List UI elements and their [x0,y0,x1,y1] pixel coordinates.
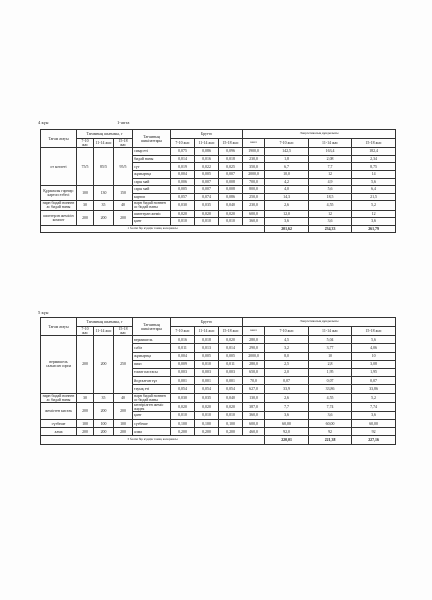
portion-age-header: 11-14 жас [94,327,114,336]
brutto-value: 0,018 [195,336,219,344]
brutto-age-header: 15-18 жас [219,327,243,336]
energy-value: 5,04 [309,336,352,344]
energy-value: 1,95 [309,368,352,376]
table-row [41,420,396,428]
brutto-value: 0,020 [219,402,243,411]
brutto-value: 0,020 [171,402,195,411]
dish-portion: 100 [77,420,94,428]
brutto-value: 0,013 [195,344,219,352]
day4-menu-table [40,129,396,233]
energy-value: 7,7 [265,402,309,411]
energy-value: 6,4 [352,186,396,194]
brutto-value: 0,100 [195,420,219,428]
brutto-value: 0,014 [171,155,195,163]
total-value: 201,62 [265,225,309,233]
energy-per-kg: 290,0 [243,344,265,352]
energy-value: 5,6 [309,186,352,194]
energy-value: 3,6 [265,218,309,226]
energy-value: 4,5 [265,336,309,344]
dish-portion: 100 [114,420,133,428]
energy-value: 8,0 [265,352,309,360]
day4-label: 4 күн [38,120,49,125]
dish-portion: 130 [94,186,114,201]
energy-per-kg: 280,0 [243,336,265,344]
col-brutto-header: Брутто [171,130,243,139]
energy-value: 3,77 [309,344,352,352]
energy-value: 92,0 [265,428,309,436]
ingredient-name: бидай наны [133,155,171,163]
brutto-value: 0,200 [219,428,243,436]
energy-value: 0,07 [309,377,352,385]
dish-portion: 200 [94,402,114,419]
dish-portion: 200 [114,428,133,436]
energy-value: 92 [352,428,396,436]
energy-value: 21,5 [352,193,396,201]
table-row [41,148,396,156]
brutto-value: 0,030 [171,393,195,402]
day5-menu-table [40,317,396,445]
total-value: 261,79 [352,225,396,233]
energy-value: 5,6 [352,178,396,186]
brutto-value: 0,014 [219,344,243,352]
brutto-value: 0,006 [171,178,195,186]
portion-age-header: 7-10 жас [77,327,94,336]
brutto-value: 0,010 [195,360,219,368]
brutto-value: 0,005 [195,170,219,178]
energy-value: 6,7 [265,163,309,171]
brutto-value: 0,003 [171,368,195,376]
energy-value: 2,08 [309,155,352,163]
brutto-value: 0,200 [171,428,195,436]
header-row [41,318,396,327]
brutto-value: 0,011 [219,360,243,368]
dish-name: алма [41,428,77,436]
brutto-value: 0,054 [219,385,243,393]
brutto-value: 0,011 [171,344,195,352]
brutto-age-header: 7-10 жас [171,327,195,336]
energy-value: 2,0 [265,368,309,376]
dish-name: вермишель сальисан сорпа [41,336,77,393]
brutto-age-header: 11-14 жас [195,327,219,336]
dish-portion: 35 [94,393,114,402]
ingredient-name: сүт [133,163,171,171]
energy-value: 60,00 [265,420,309,428]
ingredient-name: алма [133,428,171,436]
brutto-value: 0,008 [219,178,243,186]
brutto-value: 0,054 [171,385,195,393]
energy-per-kg: 230,0 [243,155,265,163]
col-energy-header: Энергетикалық құндылығы [243,318,396,327]
energy-value: 12,0 [265,210,309,218]
brutto-value: 0,020 [195,210,219,218]
energy-value: 163,4 [309,148,352,156]
col-energy-header: Энергетикалық құндылығы [243,130,396,139]
dish-portion: 200 [94,336,114,393]
brutto-value: 0,003 [219,368,243,376]
energy-value: 4,0 [265,186,309,194]
energy-value: 8,75 [352,163,396,171]
energy-per-kg: 230,0 [243,201,265,210]
energy-value: 3,6 [265,411,309,419]
energy-value: 4,55 [309,393,352,402]
energy-per-kg: 2000,0 [243,352,265,360]
ingredient-name: сәбіз [133,344,171,352]
energy-value: 12 [309,170,352,178]
day4-week-label: 1-апта [117,120,130,125]
energy-per-kg: 387,0 [243,402,265,411]
ingredient-name: пияз [133,360,171,368]
dish-portion: 75/5 [77,148,94,186]
brutto-value: 0,016 [195,155,219,163]
energy-per-kg: 800,0 [243,186,265,194]
ingredient-name: жұмыртқа [133,170,171,178]
energy-per-kg: 650,0 [243,368,265,376]
ingredient-name: жұмыртқа [133,352,171,360]
energy-value: 3,6 [309,218,352,226]
energy-value: 33,9 [265,385,309,393]
portion-age-header: 15-18 жас [114,139,133,148]
dish-portion: 200 [77,428,94,436]
brutto-value: 0,025 [219,163,243,171]
total-row [41,225,396,233]
brutto-value: 0,086 [219,193,243,201]
brutto-value: 0,019 [171,163,195,171]
dish-name: нарн бидай ноннен ас бидай наны [41,393,77,402]
brutto-value: 0,035 [195,201,219,210]
energy-per-kg: 627,0 [243,385,265,393]
energy-age-header: 7-10 жас [265,327,309,336]
energy-per-kg: 350,0 [243,163,265,171]
dish-name: жемістен кисель [41,402,77,419]
energy-age-header: 11-14 жас [309,139,352,148]
energy-value: 60,00 [352,420,396,428]
total-value: 221,38 [309,436,352,444]
brutto-value: 0,100 [219,420,243,428]
brutto-value: 0,001 [219,377,243,385]
brutto-value: 0,007 [195,186,219,194]
dish-portion: 95/5 [114,148,133,186]
ingredient-name: шиөтерлн жеміс [133,210,171,218]
brutto-age-header: 11-14 жас [195,139,219,148]
dish-portion: 30 [77,393,94,402]
brutto-value: 0,008 [219,186,243,194]
brutto-value: 0,009 [171,360,195,368]
brutto-value: 0,010 [219,411,243,419]
energy-value: 2,8 [309,360,352,368]
energy-value: 7,7 [309,163,352,171]
brutto-value: 0,004 [171,170,195,178]
brutto-value: 0,086 [195,148,219,156]
dish-portion: 150 [114,186,133,201]
dish-portion: 85/5 [94,148,114,186]
ingredient-name: сүтбеше [133,420,171,428]
total-value: 220,01 [265,436,309,444]
dish-portion: 40 [114,393,133,402]
dish-portion: 200 [77,336,94,393]
ingredient-name: йодталған тұз [133,377,171,385]
energy-value: 7,74 [309,402,352,411]
energy-per-kg: 2000,0 [243,170,265,178]
energy-value: 5,2 [352,393,396,402]
dish-name: Құрамалы гарнир: картоп езбесі [41,186,77,201]
table-row [41,336,396,344]
col-portion-header: Тағамның шығымы, г [77,130,133,139]
energy-value: 60,00 [309,420,352,428]
dish-name: шиөтерлн жемісін компот [41,210,77,225]
brutto-value: 0,001 [195,377,219,385]
brutto-value: 0,005 [195,352,219,360]
table-row [41,186,396,194]
energy-per-kg: 600,0 [243,420,265,428]
col-brutto-header: Брутто [171,318,243,327]
col-ingredients-header: Тағамның шикізаттары [133,318,171,336]
energy-per-kg: 600,0 [243,210,265,218]
energy-value: 10,0 [265,170,309,178]
energy-per-kg: 130,0 [243,393,265,402]
energy-value: 5,2 [352,201,396,210]
header-row [41,130,396,139]
portion-age-header: 7-10 жас [77,139,94,148]
energy-value: 3,6 [352,411,396,419]
energy-per-kg: 360,0 [243,218,265,226]
brutto-value: 0,020 [219,210,243,218]
ingredient-name: қант [133,218,171,226]
brutto-value: 0,010 [171,411,195,419]
dish-portion: 100 [94,420,114,428]
table-row [41,210,396,218]
energy-value: 3,6 [309,411,352,419]
energy-per-kg: 280,0 [243,360,265,368]
brutto-value: 0,040 [219,393,243,402]
energy-value: 2,6 [265,201,309,210]
brutto-value: 0,016 [171,336,195,344]
brutto-value: 0,035 [195,393,219,402]
brutto-age-header: 7-10 жас [171,139,195,148]
energy-value: 92 [309,428,352,436]
energy-value: 2,5 [265,360,309,368]
brutto-age-header: 15-18 жас [219,139,243,148]
energy-age-header: 11-14 жас [309,327,352,336]
energy-age-header: 15-18 жас [352,139,396,148]
brutto-value: 0,005 [219,352,243,360]
ingredient-name: кептірілген жеміс жидек [133,402,171,411]
energy-value: 1,8 [265,155,309,163]
energy-value: 14 [352,170,396,178]
dish-name: от котлеті [41,148,77,186]
energy-value: 5,6 [352,336,396,344]
portion-age-header: 15-18 жас [114,327,133,336]
brutto-value: 0,022 [195,163,219,171]
energy-age-header: 7-10 жас [265,139,309,148]
total-value: 227,16 [352,436,396,444]
col-portion-header: Тағамның шығымы, г [77,318,133,327]
col-dish-name-header: Тағам атауы [41,130,77,148]
brutto-value: 0,007 [195,178,219,186]
col-ingredients-header: Тағамның шикізаттары [133,130,171,148]
energy-unit-header: ккал [243,327,265,336]
brutto-value: 0,200 [195,428,219,436]
energy-value: 3,6 [352,218,396,226]
energy-value: 1,95 [352,368,396,376]
energy-value: 0,07 [265,377,309,385]
brutto-value: 0,010 [219,218,243,226]
energy-per-kg: 700,0 [243,178,265,186]
brutto-value: 0,020 [171,210,195,218]
energy-value: 10 [352,352,396,360]
brutto-value: 0,040 [219,201,243,210]
energy-value: 4,9 [309,178,352,186]
ingredient-name: картоп [133,193,171,201]
energy-value: 7,74 [352,402,396,411]
brutto-value: 0,020 [195,402,219,411]
energy-value: 33,86 [352,385,396,393]
energy-per-kg: 460,0 [243,428,265,436]
energy-value: 12 [352,210,396,218]
ingredient-name: вермишель [133,336,171,344]
brutto-value: 0,075 [171,148,195,156]
brutto-value: 0,030 [171,201,195,210]
table-row [41,428,396,436]
dish-portion: 30 [77,201,94,210]
ingredient-name: сары май [133,186,171,194]
dish-portion: 35 [94,201,114,210]
ingredient-name: нарн бидай ноннен ас бидай наны [133,393,171,402]
dish-portion: 200 [94,210,114,225]
brutto-value: 0,003 [195,368,219,376]
energy-value: 182,4 [352,148,396,156]
energy-value: 4,2 [265,178,309,186]
energy-value: 4,06 [352,344,396,352]
energy-value: 18,5 [309,193,352,201]
energy-value: 4,55 [309,201,352,210]
dish-portion: 250 [114,336,133,393]
energy-value: 2,34 [352,155,396,163]
brutto-value: 0,074 [195,193,219,201]
brutto-value: 0,020 [219,336,243,344]
ingredient-name: сиыр еті [133,148,171,156]
energy-value: 12 [309,210,352,218]
table-row [41,393,396,402]
energy-per-kg: 1900,0 [243,148,265,156]
energy-value: 0,07 [352,377,396,385]
total-label: 1 бөлім бір күндік тамақ калориясы [41,225,265,233]
dish-portion: 100 [77,186,94,201]
col-dish-name-header: Тағам атауы [41,318,77,336]
energy-age-header: 15-18 жас [352,327,396,336]
total-row [41,436,396,444]
brutto-value: 0,001 [171,377,195,385]
dish-portion: 200 [114,402,133,419]
energy-value: 10 [309,352,352,360]
header-row-ages [41,139,396,148]
dish-name: нарн бидай ноннен ас бидай наны [41,201,77,210]
brutto-value: 0,010 [195,218,219,226]
ingredient-name: томат пастасы [133,368,171,376]
energy-unit-header: ккал [243,139,265,148]
energy-value: 2,6 [265,393,309,402]
dish-portion: 200 [77,210,94,225]
brutto-value: 0,018 [219,155,243,163]
dish-portion: 200 [77,402,94,419]
table-row [41,201,396,210]
energy-value: 33,86 [309,385,352,393]
dish-portion: 200 [94,428,114,436]
table-row [41,402,396,411]
brutto-value: 0,007 [219,170,243,178]
brutto-value: 0,057 [171,193,195,201]
day5-label: 5 күн [38,310,49,315]
energy-per-kg: 70,0 [243,377,265,385]
ingredient-name: тауық еті [133,385,171,393]
dish-portion: 200 [114,210,133,225]
energy-value: 14,3 [265,193,309,201]
energy-value: 142,5 [265,148,309,156]
brutto-value: 0,010 [171,218,195,226]
portion-age-header: 11-14 жас [94,139,114,148]
energy-per-kg: 360,0 [243,411,265,419]
ingredient-name: нарн бидай ноннен ас бидай наны [133,201,171,210]
brutto-value: 0,004 [171,352,195,360]
ingredient-name: сары май [133,178,171,186]
dish-name: сүтбеше [41,420,77,428]
energy-per-kg: 250,0 [243,193,265,201]
brutto-value: 0,005 [171,186,195,194]
brutto-value: 0,054 [195,385,219,393]
header-row-ages [41,327,396,336]
total-value: 234,33 [309,225,352,233]
ingredient-name: қант [133,411,171,419]
brutto-value: 0,096 [219,148,243,156]
total-label: 3 бөлім бір күндік тамақ калориясы [41,436,265,444]
energy-value: 3,08 [352,360,396,368]
energy-value: 3,2 [265,344,309,352]
brutto-value: 0,010 [195,411,219,419]
brutto-value: 0,100 [171,420,195,428]
dish-portion: 40 [114,201,133,210]
